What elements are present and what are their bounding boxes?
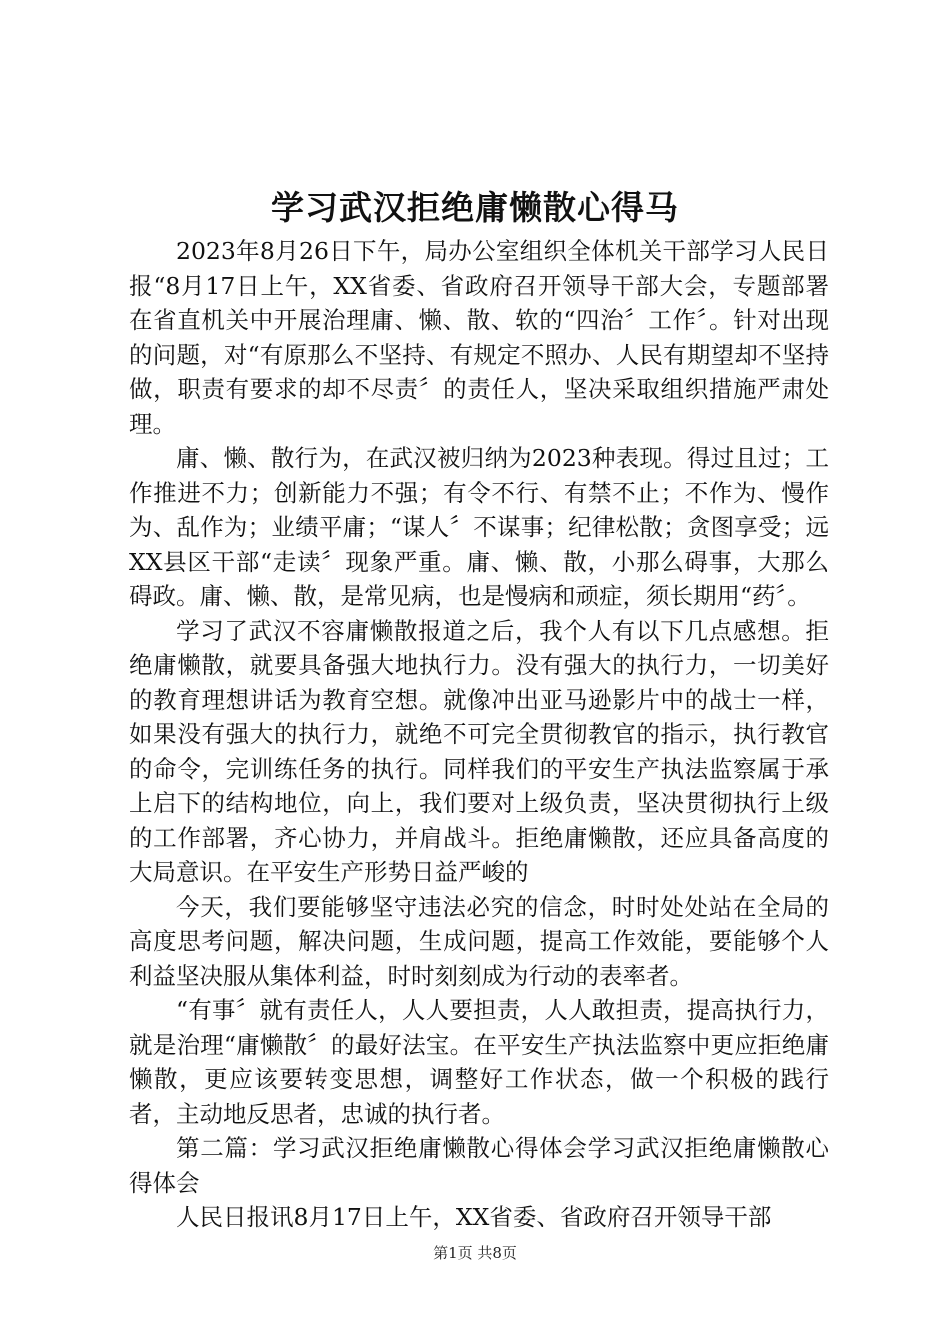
document-title: 学习武汉拒绝庸懒散心得马 bbox=[271, 188, 679, 227]
paragraph-3: 学习了武汉不容庸懒散报道之后，我个人有以下几点感想。拒绝庸懒散，就要具备强大地执行力。没有强大的执行力，一切美好的教育理想讲话为教育空想。就像冲出亚马逊影片中的战士一样，如果没有强大的执行力，就绝不可完全贯彻教官的指示，执行教官的命令，完训练任务的执行。同样我们的平安生产执法监察属于承上启下的结构地位，向上，我们要对上级负责，坚决贯彻执行上级的工作部署，齐心协力，并肩战斗。拒绝庸懒散，还应具备高度的大局意识。在平安生产形势日益严峻的 bbox=[129, 616, 829, 886]
paragraph-7: 人民日报讯8月17日上午，XX省委、省政府召开领导干部 bbox=[176, 1203, 772, 1231]
paragraph-2: 庸、懒、散行为，在武汉被归纳为2023种表现。得过且过；工作推进不力；创新能力不强；有令不行、有禁不止；不作为、慢作为、乱作为；业绩平庸；“谋人〞不谋事；纪律松散；贪图享受；远XX县区干部“走读〞现象严重。庸、懒、散，小那么碍事，大那么碍政。庸、懒、散，是常见病，也是慢病和顽症，须长期用“药〞。 bbox=[129, 444, 829, 610]
paragraph-6: 第二篇：学习武汉拒绝庸懒散心得体会学习武汉拒绝庸懒散心得体会 bbox=[129, 1134, 829, 1197]
page-footer: 第1页 共8页 bbox=[433, 1244, 517, 1262]
paragraph-1: 2023年8月26日下午，局办公室组织全体机关干部学习人民日报“8月17日上午，XX省委、省政府召开领导干部大会，专题部署在省直机关中开展治理庸、懒、散、软的“四治〞工作〞。针对出现的问题，对“有原那么不坚持、有规定不照办、人民有期望却不坚持做，职责有要求的却不尽责〞的责任人，坚决采取组织措施严肃处理。 bbox=[129, 237, 829, 438]
document-body bbox=[129, 234, 829, 1235]
paragraph-5: “有事〞就有责任人，人人要担责，人人敢担责，提高执行力，就是治理“庸懒散〞的最好法宝。在平安生产执法监察中更应拒绝庸懒散，更应该要转变思想，调整好工作状态，做一个积极的践行者，主动地反思者，忠诚的执行者。 bbox=[129, 996, 829, 1128]
paragraph-4: 今天，我们要能够坚守违法必究的信念，时时处处站在全局的高度思考问题，解决问题，生成问题，提高工作效能，要能够个人利益坚决服从集体利益，时时刻刻成为行动的表率者。 bbox=[129, 892, 829, 990]
